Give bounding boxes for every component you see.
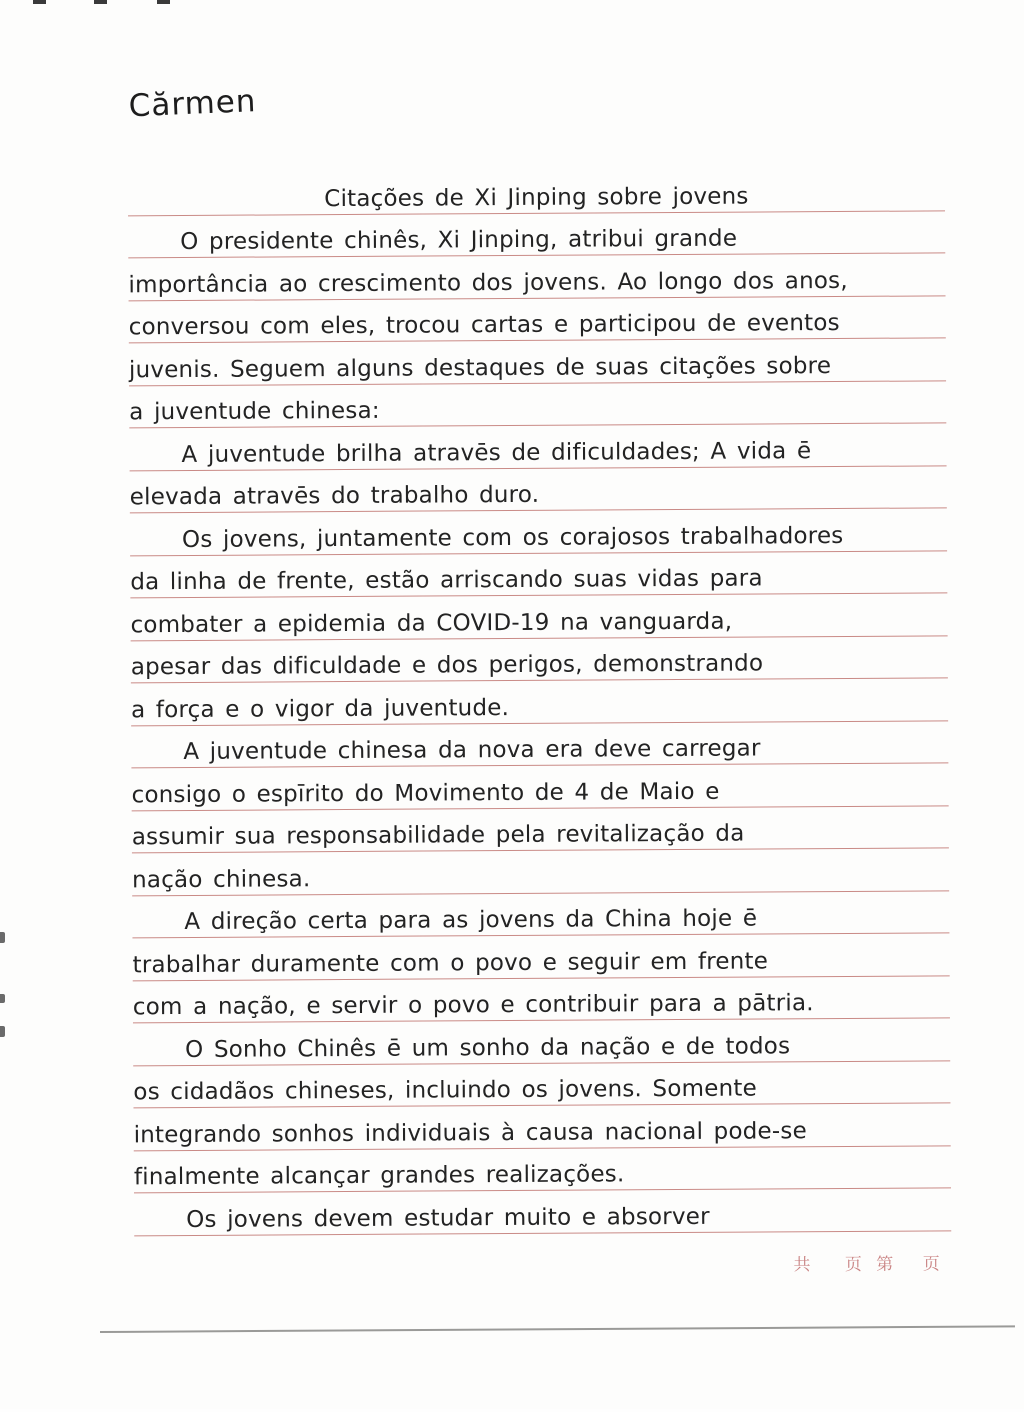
handwritten-line: O presidente chinês, Xi Jinping, atribui grande xyxy=(128,210,945,258)
handwritten-line: conversou com eles, trocou cartas e participou de eventos xyxy=(129,295,946,343)
handwritten-line: A juventude brilha atravēs de dificuldades; A vida ē xyxy=(129,423,946,471)
handwritten-line: finalmente alcançar grandes realizações. xyxy=(134,1145,951,1193)
footer-total-prefix: 共 xyxy=(793,1255,812,1276)
handwritten-line: Os jovens devem estudar muito e absorver xyxy=(134,1188,951,1236)
handwritten-line: O Sonho Chinês ē um sonho da nação e de todos xyxy=(133,1018,950,1066)
handwritten-line: A juventude chinesa da nova era deve carregar xyxy=(131,720,948,768)
handwritten-line: da linha de frente, estão arriscando suas vidas para xyxy=(130,550,947,598)
handwritten-line: a força e o vigor da juventude. xyxy=(131,678,948,726)
handwritten-line: consigo o espīrito do Movimento de 4 de Maio e xyxy=(131,763,948,811)
handwritten-line: juvenis. Seguem alguns destaques de suas citações sobre xyxy=(129,338,946,386)
handwritten-line: A direção certa para as jovens da China hoje ē xyxy=(132,890,949,938)
handwritten-line: integrando sonhos individuais à causa nacional pode-se xyxy=(133,1103,950,1151)
footer-page-suffix: 页 xyxy=(922,1254,941,1275)
handwritten-line: com a nação, e servir o povo e contribuir para a pātria. xyxy=(133,975,950,1023)
handwritten-line: importância ao crescimento dos jovens. Ao longo dos anos, xyxy=(128,253,945,301)
handwritten-line: apesar das dificuldade e dos perigos, demonstrando xyxy=(131,635,948,683)
handwritten-line-title: Citações de Xi Jinping sobre jovens xyxy=(128,168,945,216)
footer-page-prefix: 第 xyxy=(876,1254,895,1275)
handwritten-line: Os jovens, juntamente com os corajosos trabalhadores xyxy=(130,508,947,556)
page-number-footer xyxy=(793,1249,940,1275)
footer-pages-suffix: 页 xyxy=(844,1254,863,1275)
handwritten-line: combater a epidemia da COVID-19 na vanguarda, xyxy=(130,593,947,641)
handwritten-line: elevada atravēs do trabalho duro. xyxy=(130,465,947,513)
handwritten-line: os cidadãos chineses, incluindo os jovens. Somente xyxy=(133,1060,950,1108)
handwritten-line: a juventude chinesa: xyxy=(129,380,946,428)
handwritten-line: assumir sua responsabilidade pela revitalização da xyxy=(132,805,949,853)
handwritten-line: nação chinesa. xyxy=(132,848,949,896)
handwritten-line: trabalhar duramente com o povo e seguir em frente xyxy=(132,933,949,981)
author-name: Cărmen xyxy=(128,83,258,125)
